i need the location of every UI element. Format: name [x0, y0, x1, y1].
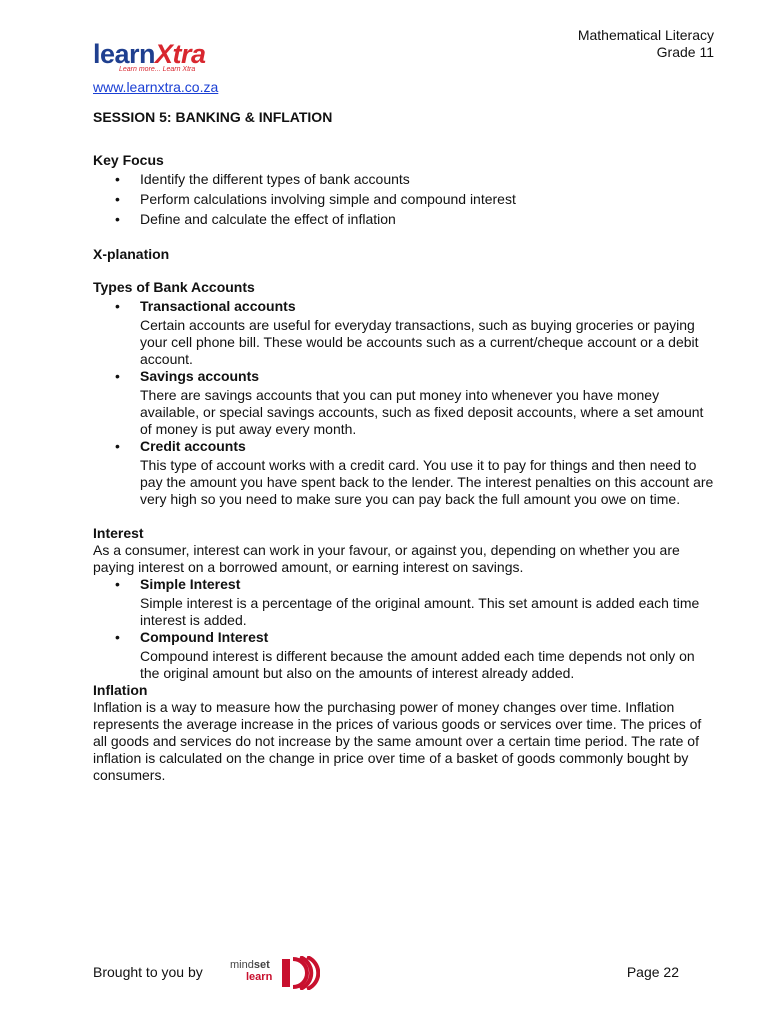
savings-text: There are savings accounts that you can put money into whenever you have money available, or special savings accounts, such as fixed deposit accounts, where a set amount of money is put away every month. [140, 387, 704, 437]
transactional-text: Certain accounts are useful for everyday transactions, such as buying groceries or paying your cell phone bill. These would be accounts such as a current/cheque account or a debit account. [140, 317, 699, 367]
mindset-wave-icon [282, 956, 320, 990]
page-number: Page 22 [626, 964, 679, 980]
list-item [93, 576, 718, 629]
simple-interest-title: • Simple Interest [140, 576, 241, 592]
header-subject-block [578, 27, 714, 61]
transactional-title: • Transactional accounts [140, 298, 296, 314]
xplanation-heading: X-planation [93, 246, 170, 262]
grade-label: Grade 11 [656, 44, 714, 60]
list-item [93, 368, 718, 438]
logo-tagline: Learn more... Learn Xtra [119, 66, 196, 73]
simple-interest-text: Simple interest is a percentage of the original amount. This set amount is added each time interest is added. [140, 595, 700, 628]
brought-by-label: Brought to you by [93, 964, 203, 980]
list-item: • Define and calculate the effect of inflation [93, 209, 718, 229]
mindset-learn-word: learn [246, 971, 273, 983]
bank-accounts-list [93, 298, 718, 508]
credit-title: • Credit accounts [140, 438, 246, 454]
compound-interest-title: • Compound Interest [140, 629, 269, 645]
key-focus-heading: Key Focus [93, 152, 164, 168]
session-title: SESSION 5: BANKING & INFLATION [93, 109, 333, 125]
subject-label: Mathematical Literacy [577, 27, 714, 43]
list-item: • Perform calculations involving simple and compound interest [93, 189, 718, 209]
interest-list [93, 576, 718, 682]
inflation-text: Inflation is a way to measure how the purchasing power of money changes over time. Inflation represents the average increase in the prices of various goods or services over time. The prices of all goods and services do not increase by the same amount over a certain time period. The rate of inflation is calculated on the change in price over time of a basket of goods commonly bought by consumers. [93, 699, 702, 783]
mindset-word: mindset [230, 959, 270, 971]
interest-intro: As a consumer, interest can work in your favour, or against you, depending on whether you are paying interest on a borrowed amount, or earning interest on savings. [93, 542, 680, 575]
compound-interest-text: Compound interest is different because the amount added each time depends not only on the original amount but also on the amounts of interest already added. [140, 648, 695, 681]
interest-heading: Interest [93, 525, 144, 541]
bank-accounts-heading: Types of Bank Accounts [93, 279, 255, 295]
list-item [93, 629, 718, 682]
learnxtra-logo [93, 40, 223, 76]
savings-title: • Savings accounts [140, 368, 260, 384]
list-item [93, 438, 718, 508]
logo-wordmark: learnXtra [93, 39, 206, 69]
mindset-learn-logo [230, 956, 320, 990]
credit-text: This type of account works with a credit card. You use it to pay for things and then need to pay the amount you have spent back to the lender. The interest penalties on this account are very high so you need to make sure you can pay back the full amount you owe on time. [140, 457, 714, 507]
list-item: • Identify the different types of bank accounts [93, 169, 718, 189]
document-body [93, 109, 718, 784]
inflation-heading: Inflation [93, 682, 148, 698]
website-link[interactable]: www.learnxtra.co.za [93, 79, 219, 95]
key-focus-list [93, 169, 718, 229]
list-item [93, 298, 718, 368]
